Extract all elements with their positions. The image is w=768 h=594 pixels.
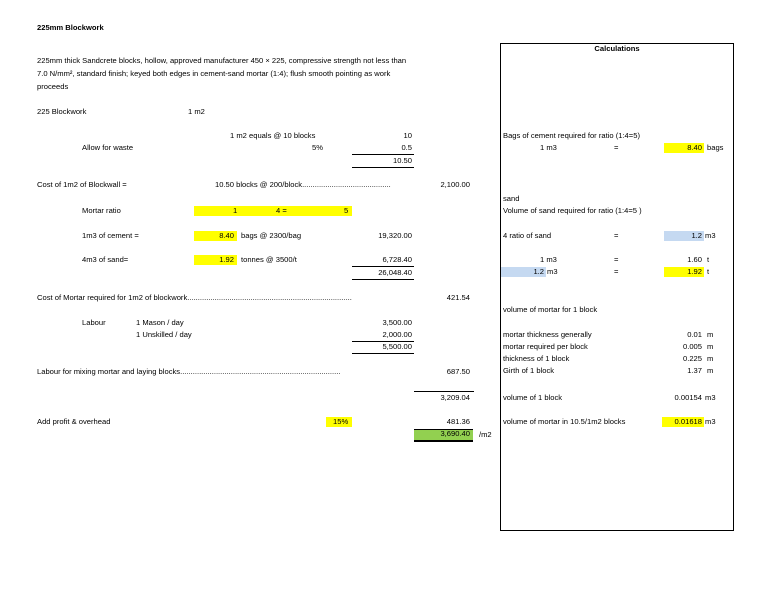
description-line: 7.0 N/mm², standard finish; keyed both edges in cement-sand mortar (1:4); flush smooth pointing as work — [37, 69, 391, 78]
equals-sign: = — [614, 231, 619, 240]
grand-total-unit: /m2 — [479, 430, 492, 439]
block-thickness-label: thickness of 1 block — [503, 354, 570, 363]
materials-total: 26,048.40 — [378, 268, 412, 277]
underline — [352, 353, 414, 354]
per-block-label: mortar required per block — [503, 342, 588, 351]
labour-mix-value: 687.50 — [446, 367, 470, 376]
bags-unit: bags — [707, 143, 724, 152]
underline — [352, 266, 414, 267]
unskilled-value: 2,000.00 — [382, 330, 412, 339]
m3-unit: m3 — [705, 393, 716, 402]
sand-qty: 1.92 — [219, 255, 234, 264]
ratio-sand-value: 1.2 — [691, 231, 702, 240]
one-m3-value: 1.60 — [687, 255, 702, 264]
calculations-heading: Calculations — [594, 44, 640, 53]
mortar-ratio-a: 1 — [233, 206, 238, 215]
sand-value: 6,728.40 — [382, 255, 412, 264]
mortar-volume-label: volume of mortar in 10.5/1m2 blocks — [503, 417, 626, 426]
labour-mix-label: Labour for mixing mortar and laying blocks............................................................................ — [37, 367, 341, 376]
labour-total: 5,500.00 — [382, 342, 412, 351]
bags-qty: 1 m3 — [540, 143, 557, 152]
mortar-volume-value: 0.01618 — [674, 417, 702, 426]
m-unit: m — [707, 330, 714, 339]
m3-unit: m3 — [547, 267, 558, 276]
ratio-sand-label: 4 ratio of sand — [503, 231, 552, 240]
girth-value: 1.37 — [687, 366, 702, 375]
t-unit: t — [707, 255, 710, 264]
mortar-ratio-c: 5 — [344, 206, 349, 215]
mortar-cost-value: 421.54 — [446, 293, 470, 302]
block-volume-label: volume of 1 block — [503, 393, 563, 402]
m3-unit: m3 — [705, 231, 716, 240]
vol-12-value: 1.92 — [687, 267, 702, 276]
cement-value: 19,320.00 — [378, 231, 412, 240]
item-unit: 1 m2 — [188, 107, 205, 116]
mason-label: 1 Mason / day — [136, 318, 184, 327]
calculations-panel — [500, 43, 734, 531]
equals-text: 1 m2 equals @ 10 blocks — [230, 131, 316, 140]
labour-label: Labour — [82, 318, 106, 327]
one-m3-label: 1 m3 — [540, 255, 557, 264]
mortar-ratio-b: 4 = — [276, 206, 287, 215]
profit-value: 481.36 — [446, 417, 470, 426]
cost-value: 2,100.00 — [440, 180, 470, 189]
underline — [352, 167, 414, 168]
m-unit: m — [707, 354, 714, 363]
cost-text: 10.50 blocks @ 200/block.......................................... — [215, 180, 391, 189]
description-line: proceeds — [37, 82, 69, 91]
bags-label: Bags of cement required for ratio (1:4=5) — [503, 131, 640, 140]
blocks-total: 10.50 — [392, 156, 412, 165]
mason-value: 3,500.00 — [382, 318, 412, 327]
waste-label: Allow for waste — [82, 143, 134, 152]
page-title: 225mm Blockwork — [37, 23, 104, 32]
equals-sign: = — [614, 267, 619, 276]
sand-text: tonnes @ 3500/t — [241, 255, 297, 264]
per-block-value: 0.005 — [682, 342, 702, 351]
thickness-label: mortar thickness generally — [503, 330, 592, 339]
grand-total: 3,690.40 — [440, 429, 470, 438]
equals-sign: = — [614, 143, 619, 152]
cement-qty: 8.40 — [219, 231, 234, 240]
waste-value: 0.5 — [401, 143, 412, 152]
cost-label: Cost of 1m2 of Blockwall = — [37, 180, 127, 189]
thickness-value: 0.01 — [687, 330, 702, 339]
vol-12: 1.2 — [533, 267, 544, 276]
sand-volume-label: Volume of sand required for ratio (1:4=5 ) — [503, 206, 642, 215]
underline — [352, 279, 414, 280]
mortar-ratio-label: Mortar ratio — [82, 206, 121, 215]
t-unit: t — [707, 267, 710, 276]
sand-heading: sand — [503, 194, 520, 203]
equals-value: 10 — [403, 131, 412, 140]
mortar-volume-heading: volume of mortar for 1 block — [503, 305, 598, 314]
cement-label: 1m3 of cement = — [82, 231, 139, 240]
unskilled-label: 1 Unskilled / day — [136, 330, 192, 339]
cement-text: bags @ 2300/bag — [241, 231, 302, 240]
m3-unit: m3 — [705, 417, 716, 426]
profit-pct: 15% — [333, 417, 349, 426]
block-thickness-value: 0.225 — [682, 354, 702, 363]
profit-label: Add profit & overhead — [37, 417, 111, 426]
mortar-ratio-highlight — [194, 206, 352, 216]
m-unit: m — [707, 342, 714, 351]
block-volume-value: 0.00154 — [674, 393, 702, 402]
underline — [414, 391, 474, 392]
equals-sign: = — [614, 255, 619, 264]
bags-value: 8.40 — [687, 143, 702, 152]
underline — [352, 154, 414, 155]
subtotal: 3,209.04 — [440, 393, 470, 402]
girth-label: Girth of 1 block — [503, 366, 555, 375]
description-line: 225mm thick Sandcrete blocks, hollow, approved manufacturer 450 × 225, compressive strength not less than — [37, 56, 407, 65]
sand-label: 4m3 of sand= — [82, 255, 129, 264]
m-unit: m — [707, 366, 714, 375]
waste-pct: 5% — [312, 143, 323, 152]
item-label: 225 Blockwork — [37, 107, 87, 116]
mortar-cost-label: Cost of Mortar required for 1m2 of blockwork.............................................................................. — [37, 293, 352, 302]
